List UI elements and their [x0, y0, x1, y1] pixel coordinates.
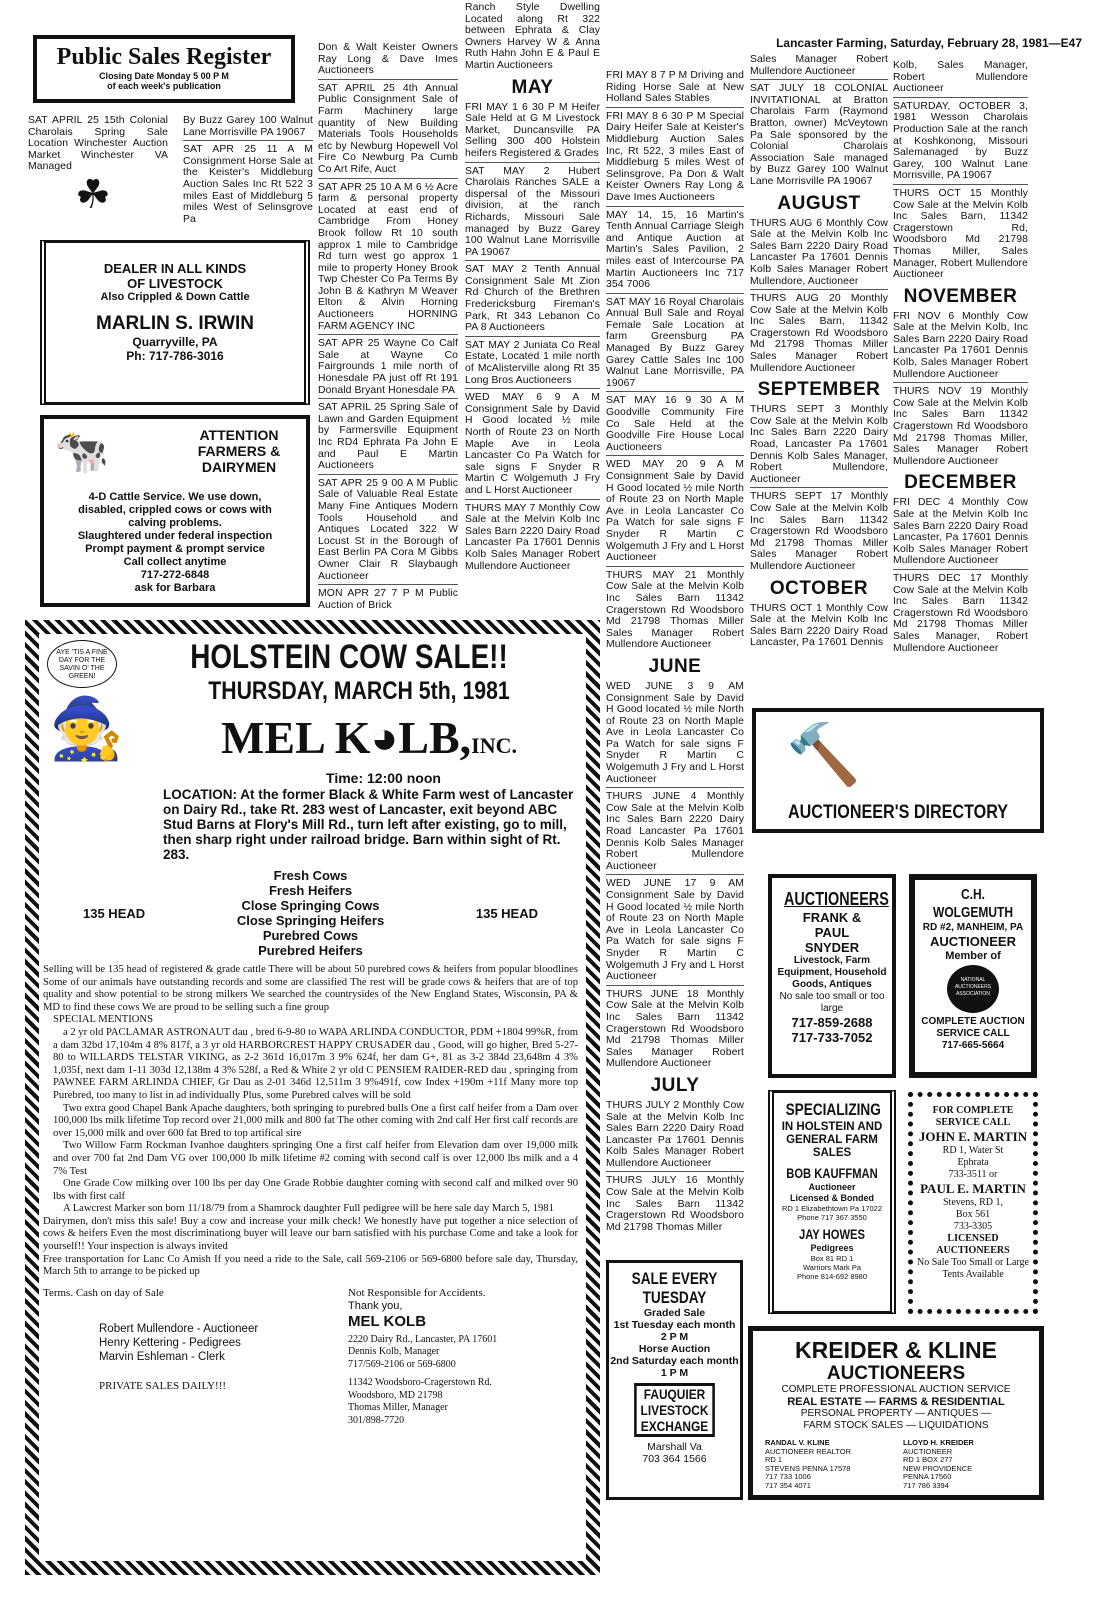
- text-line: Fresh Heifers: [268, 883, 353, 898]
- ad-name: SNYDER: [804, 940, 860, 955]
- sale-listing: SAT APR 25 9 00 A M Public Sale of Valuable Real Estate Many Fine Antiques Modern Tools Household and Antiques Located 322 W Locust St in the Borough of East Berlin PA Cora M Gibbs Owner Clair R Slaybaugh Auctioneer: [318, 478, 458, 585]
- text-line: Woodsboro, MD 21798: [348, 1389, 443, 1401]
- text-line: AUCTIONEER: [903, 1446, 953, 1456]
- month-heading-october: OCTOBER: [769, 577, 869, 599]
- sale-listing: FRI NOV 6 Monthly Cow Sale at the Melvin Kolb, Inc Sales Barn 2220 Dairy Road Lancaster Pa 17601 Dennis Kolb, Sales Manager Robert Mullendore Auctioneer: [893, 311, 1028, 384]
- head-count-right: 135 HEAD: [475, 905, 538, 921]
- ad-line: Licensed & Bonded: [789, 1193, 874, 1203]
- logo-inc: INC.: [471, 733, 518, 758]
- snyder-ad: [768, 874, 896, 1078]
- ad-phone: 717-859-2688: [791, 1015, 873, 1030]
- ad-line: REAL ESTATE — FARMS & RESIDENTIAL: [787, 1396, 1005, 1408]
- ad-heading: AUCTIONEERS: [784, 889, 889, 909]
- ad-address: Box 561: [955, 1209, 991, 1220]
- ad-name: PAUL: [814, 925, 850, 940]
- sale-time: Time: 12:00 noon: [326, 770, 441, 786]
- sale-listing: THURS AUG 6 Monthly Cow Sale at the Melvin Kolb Inc Sales Barn 2220 Dairy Road Lancaster Pa 17601 Dennis Kolb Sales Manager Robert Mullendore, Auctioneer: [750, 218, 888, 291]
- ad-line: Horse Auction: [638, 1343, 711, 1355]
- woodsboro-address: [348, 1377, 578, 1427]
- sale-listing: Kolb, Sales Manager, Robert Mullendore Auctioneer: [893, 60, 1028, 98]
- sale-listing: SAT APRIL 25 Spring Sale of Lawn and Garden Equipment by Farmersville Equipment Inc RD4 Ephrata Pa John E and Paul E Martin Auctioneers: [318, 402, 458, 475]
- sale-location: LOCATION: At the former Black & White Farm west of Lancaster on Dairy Rd., take Rt. 283 west of Lancaster, exit beyond ABC Stud Barns at Flory's Mill Rd., turn left after existing, go to mill, then sharp right under railroad bridge. Barn within sight of Rt. 283.: [163, 787, 574, 862]
- sale-listing: Ranch Style Dwelling Located along Rt 322 between Ephrata & Clay Owners Harvey W & Anna Ruth Hahn John E & Paul E Martin Auctioneers: [465, 2, 600, 71]
- leprechaun-icon: 🧙: [49, 695, 124, 762]
- seal-text: NATIONAL AUCTIONEERS ASSOCIATION: [954, 977, 992, 997]
- terms: Terms. Cash on day of Sale: [43, 1286, 164, 1299]
- running-head: Lancaster Farming, Saturday, February 28, 1981—E47: [776, 36, 1082, 50]
- sale-listing: SAT APR 25 Wayne Co Calf Sale at Wayne Co Fairgrounds 1 mile north of Honesdale PA just off Rt 191 Donald Bryant Honesdale PA: [318, 338, 458, 399]
- ad-line: OF LIVESTOCK: [127, 276, 223, 291]
- ad-line: FARMERS &: [197, 443, 281, 459]
- ad-address: Marshall Va: [647, 1441, 702, 1453]
- sale-listing: WED MAY 6 9 A M Consignment Sale by David H Good located ½ mile North of Route 23 on North Maple Ave in Leola Lancaster Co Pa Watch for sale signs F Snyder R Martin C Wolgemuth J Fry and L Horst Auctioneer: [465, 392, 600, 499]
- sale-listing: THURS NOV 19 Monthly Cow Sale at the Melvin Kolb Inc Sales Barn 11342 Cragerstown Rd Woodsboro Md 21798 Thomas Miller, Sales Manager Robert Mullendore Auctioneer: [893, 386, 1028, 467]
- sale-listing: SAT APRIL 25 4th Annual Public Consignment Sale of Farm Machinery large quantity of New Building Materials Tools Households etc by Newburg Hopewell Vol Fire Co Newburg Pa Cumb Co Art Rife, Auct: [318, 83, 458, 179]
- cattle-types: [206, 868, 416, 958]
- ad-line: Call collect anytime: [123, 556, 227, 568]
- lancaster-address: [348, 1334, 578, 1372]
- ad-role: AUCTIONEER: [930, 934, 1016, 949]
- text-line: RD 1: [765, 1455, 783, 1464]
- text-line: Two extra good Chapel Bank Apache daughters, both springing to purebred bulls One a first calf heifer from a Dam over 100,000 lbs milk lifetime Top record over 21,000 milk and 800 fat The other coming with 2nd calf Her first calf records are over 15,000 milk and over 600 fat Bred to top artifical sire: [53, 1102, 578, 1139]
- col1-left-listings: [28, 115, 168, 178]
- register-title: Public Sales Register: [56, 44, 272, 70]
- kauffman-ad: [768, 1090, 896, 1314]
- sale-listing: SAT APRIL 25 15th Colonial Charolais Spring Sale Location Winchester Auction Market Winchester VA Managed: [28, 115, 168, 173]
- sale-listing: THURS JULY 16 Monthly Cow Sale at the Melvin Kolb Inc Sales Barn 11342 Cragerstown Rd Woodsboro Md 21798 Thomas Miller: [606, 1175, 744, 1233]
- text-line: AUCTIONEER REALTOR: [765, 1446, 851, 1456]
- cow-head-o-icon: ◕: [370, 712, 399, 763]
- ad-heading: SPECIALIZING: [785, 1100, 881, 1119]
- text-line: Dennis Kolb, Manager: [348, 1346, 440, 1358]
- ad-town: Quarryville, PA: [132, 335, 218, 349]
- sale-listing: THURS JUNE 18 Monthly Cow Sale at the Melvin Kolb Inc Sales Barn 11342 Cragerstown Rd Woodsboro Md 21798 Thomas Miller Sales Manager Robert Mullendore Auctioneer: [606, 988, 744, 1070]
- kreider-contact: [903, 1439, 974, 1490]
- closing-date: Closing Date Monday 5 00 P M: [99, 71, 229, 81]
- ad-phone: 717-733-7052: [791, 1030, 873, 1045]
- ad-phone: 733-3511 or: [948, 1169, 998, 1180]
- text-line: NEW PROVIDENCE: [903, 1463, 973, 1473]
- sale-listing: THURS SEPT 17 Monthly Cow Sale at the Melvin Kolb Inc Sales Barn 11342 Cragerstown Rd Woodsboro Md 21798 Thomas Miller Sales Manager Robert Mullendore Auctioneer: [750, 491, 888, 572]
- ad-heading: FOR COMPLETE SERVICE CALL: [932, 1105, 1014, 1128]
- ad-line: Also Crippled & Down Cattle: [100, 291, 250, 303]
- text-line: Robert Mullendore - Auctioneer: [99, 1322, 259, 1335]
- ad-line: Graded Sale: [643, 1307, 706, 1319]
- cow-head-icon: 🐄: [54, 427, 109, 476]
- ad-line: IN HOLSTEIN AND GENERAL FARM SALES: [781, 1121, 883, 1159]
- text-line: a 2 yr old PACLAMAR ASTRONAUT dau , bred 6-9-80 to WAPA ARLINDA CONDUCTOR, PDM +1804 99%R, from a dam 32bd 17,104m 4 8% 817f, a 3 yr old HARBORCREST HAPPY CRUSADER dau , Good, will go higher, Bred 5-27-80 to WILLARDS TELSTAR VIKING, as 2-2 361d 16,017m 3 9% 624f, her dam G+, 81 as 3-2 384d 23,648m 4 3% 1,035f, next dam 1-11 303d 12,138m 4 3% 528f, a Red & White 2 yr old C PENSIEM RAIDER-RED dau , springing from PAWNEE FARM ARLINDA CHIEF, Gr Dau as 2-01 346d 12,511m 3 9%491f, cow Index +190m +11f Many more top Purebred, too many to list in ad individually Plus, some Purebred calves will be sold: [53, 1026, 578, 1101]
- intro-paragraph: Selling will be 135 head of registered & grade cattle There will be about 50 purebred cows & heifers from popular bloodlines Some of our animals have outstanding records and some are classified The rest will be grade cows & heifers that are of top quality and show potential to be strong milkers We searched the countrysides of the New England States, Wisconsin, PA & MD to find these cows We are proud to be selling such a fine group: [43, 964, 578, 1013]
- fauquier-logo: FAUQUIER LIVESTOCK EXCHANGE: [634, 1383, 715, 1437]
- head-count-left: 135 HEAD: [83, 905, 146, 921]
- ad-heading: AUCTIONEERS: [826, 1363, 966, 1384]
- text-line: Thomas Miller, Manager: [348, 1402, 448, 1414]
- staff-list: [43, 1322, 343, 1364]
- sale-date: THURSDAY, MARCH 5th, 1981: [208, 677, 510, 705]
- ad-line: DAIRYMEN: [201, 459, 277, 475]
- irwin-livestock-ad: [40, 240, 310, 405]
- month-heading-june: JUNE: [648, 655, 702, 677]
- sale-listing: SATURDAY, OCTOBER 3, 1981 Wesson Charolais Production Sale at the ranch at Koshkonong, Missouri Salemanaged by Buzz Garey, 100 Walnut Lane Morrisville, PA 19067: [893, 101, 1028, 185]
- ad-line: Pedigrees: [810, 1243, 854, 1253]
- ad-line: ATTENTION: [199, 427, 279, 443]
- ad-line: 1 P M: [660, 1367, 689, 1379]
- ad-line: Auctioneer: [808, 1182, 856, 1192]
- sale-listing: THURS JULY 2 Monthly Cow Sale at the Melvin Kolb Inc Sales Barn 2220 Dairy Road Lancaster Pa 17601 Dennis Kolb Sales Manager Robert Mullendore Auctioneer: [606, 1100, 744, 1173]
- ad-line: No Sale Too Small or Large: [917, 1257, 1029, 1268]
- text-line: LLOYD H. KREIDER: [903, 1438, 974, 1447]
- text-line: 717 733 1006: [765, 1472, 811, 1481]
- wolgemuth-ad: [909, 874, 1037, 1078]
- ad-address: Stevens, RD 1,: [943, 1197, 1003, 1208]
- ad-address: Ephrata: [957, 1157, 989, 1168]
- text-line: STEVENS PENNA 17578: [765, 1463, 851, 1473]
- ad-phone: Phone 717 367 3550: [797, 1213, 867, 1222]
- ad-line: PERSONAL PROPERTY — ANTIQUES —: [800, 1408, 992, 1419]
- dairymen-ad: [40, 415, 310, 607]
- holstein-ad-footer: [43, 1287, 578, 1428]
- holstein-cow-sale-ad: [25, 620, 600, 1575]
- ad-heading: SALE EVERY: [631, 1269, 718, 1288]
- sale-listing: SAT MAY 16 Royal Charolais Annual Bull Sale and Royal Female Sale Location at farm Greensburg PA Managed By Buzz Garey Garey Cattle Sales Inc 100 Walnut Lane Morrisville, PA 19067: [606, 297, 744, 393]
- sale-listing: FRI MAY 8 6 30 P M Special Dairy Heifer Sale at Keister's Middleburg Auction Sales Inc, Rt 522, 3 miles East of Middleburg 5 miles West of Selinsgrove, Pa Don & Walt Keister Owners Ray Long & Dave Imes Auctioneers: [606, 111, 744, 207]
- sale-listing: FRI MAY 1 6 30 P M Heifer Sale Held at G M Livestock Market, Duncansville PA Selling 300 400 Holstein heifers Registered & Grades: [465, 102, 600, 163]
- ad-line: 1st Tuesday each month: [613, 1319, 736, 1331]
- sale-listing: SAT JULY 18 COLONIAL INVITATIONAL at Bratton Charolais Farm (Raymond Bratton, owner) McVeytown Pa Sale sponsored by the Colonial Charolais Association Sale managed by Buzz Garey 100 Walnut Lane Morrisville PA 19067: [750, 83, 888, 187]
- ad-line: COMPLETE AUCTION SERVICE CALL: [921, 1016, 1025, 1039]
- martin-ad: [908, 1092, 1038, 1314]
- text-line: 717/569-2106 or 569-6800: [348, 1358, 456, 1370]
- fauquier-ad: [606, 1260, 743, 1500]
- sale-listing: MAY 14, 15, 16 Martin's Tenth Annual Carriage Sleigh and Antique Auction at Martin's Sales Pavilion, 2 miles east of Intercourse PA Martin Auctioneers Inc 717 354 7006: [606, 210, 744, 294]
- ad-phone: 717-272-6848: [140, 569, 210, 581]
- text-line: 717 786 3394: [903, 1480, 949, 1490]
- text-line: RD 1 BOX 277: [903, 1455, 953, 1464]
- col6-listings: [893, 60, 1028, 659]
- ad-address: Box 81 RD 1: [810, 1254, 854, 1263]
- closing-date-note: of each week's publication: [107, 81, 221, 91]
- sale-listing: MON APR 27 7 P M Public Auction of Brick: [318, 588, 458, 611]
- ad-phone: 703 364 1566: [642, 1453, 707, 1465]
- text-line: 11342 Woodsboro-Cragerstown Rd.: [348, 1377, 492, 1389]
- auctioneers-association-seal: [947, 965, 999, 1013]
- transport-paragraph: Free transportation for Lanc Co Amish If you need a ride to the Sale, call 569-2106 or 569-6800 before sale day, Thursday, March 5th to arrange to be picked up: [43, 1253, 578, 1278]
- month-heading-may: MAY: [511, 76, 554, 98]
- holstein-ad-body: [43, 770, 578, 1427]
- text-line: Henry Kettering - Pedigrees: [99, 1336, 241, 1349]
- sale-listing: THURS AUG 20 Monthly Cow Sale at the Melvin Kolb Inc Sales Barn, 11342 Cragerstown Rd Woodsboro Md 21798 Thomas Miller Sales Manager Robert Mullendore Auctioneer: [750, 293, 888, 374]
- sale-listing: By Buzz Garey 100 Walnut Lane Morrisville PA 19067: [183, 115, 313, 141]
- closing-paragraph: Dairymen, don't miss this sale! Buy a cow and increase your milk check! We honestly have put together a nice selection of cows & heifers Even the most discriminationg buyer will leave our barn satisfied with his purchase Come and take a look for yourself!! Your inspection is always invited: [43, 1215, 578, 1253]
- ad-line: disabled, crippled cows or cows with: [78, 504, 272, 516]
- text-line: One Grade Cow milking over 100 lbs per day One Grade Robbie daughter coming with second calf and milked over 90 lbs with first calf: [53, 1178, 578, 1202]
- sale-listing: SAT MAY 2 Tenth Annual Consignment Sale Mt Zion Rd Church of the Brethren Fredericksburg Fireman's Park, Rt 343 Lebanon Co PA 8 Auctioneers: [465, 264, 600, 337]
- col2-listings: [318, 42, 458, 616]
- text-line: A Lawcrest Marker son born 11/18/79 from a Shamrock daughter Full pedigree will be here sale day March 5, 1981: [63, 1203, 554, 1215]
- sale-listing: THURS OCT 1 Monthly Cow Sale at the Melvin Kolb Inc Sales Barn 2220 Dairy Road Lancaster, Pa 17601 Dennis: [750, 602, 888, 649]
- kline-contact: [765, 1439, 851, 1490]
- col4-listings: [606, 70, 744, 1238]
- public-sales-register-header: [33, 35, 295, 103]
- head-count-row: [43, 868, 578, 958]
- gavel-hand-icon: 🔨: [786, 721, 861, 788]
- ad-address: RD #2, MANHEIM, PA: [922, 922, 1024, 933]
- sale-listing: WED JUNE 17 9 AM Consignment Sale by David H Good located ½ mile North of Route 23 on North Maple Ave in Leola Lancaster Co Pa Watch for sale signs F Snyder R Martin C Wolgemuth J Fry and L Horst Auctioneer: [606, 878, 744, 985]
- text-line: Fresh Cows: [273, 868, 348, 883]
- kreider-kline-ad: [748, 1326, 1044, 1500]
- sale-listing: SAT MAY 16 9 30 A M Goodville Community Fire Co Sale Held at the Goodville Fire House Local Auctioneers: [606, 395, 744, 456]
- ad-line: 2 P M: [660, 1331, 689, 1343]
- sale-listing: SAT APR 25 10 A M 6 ½ Acre farm & personal property Located at east end of Cambridge From Honey Brook follow Rt 10 south approx 1 mile to Cambridge Rd turn west go approx 1 mile to property Honey Brook Twp Chester Co Pa Terms By John B & Kathryn M Weaver Elton & Alvin Horning Auctioneers HORNING FARM AGENCY INC: [318, 182, 458, 336]
- ad-line: COMPLETE PROFESSIONAL AUCTION SERVICE: [781, 1384, 1011, 1395]
- month-heading-december: DECEMBER: [904, 472, 1017, 494]
- sale-listing: THURS JUNE 4 Monthly Cow Sale at the Melvin Kolb Inc Sales Barn 2220 Dairy Road Lancaster Pa 17601 Dennis Kolb Sales Manager Robert Mullendore Auctioneer: [606, 791, 744, 875]
- ad-heading: KREIDER & KLINE: [795, 1337, 997, 1363]
- ad-line: Member of: [945, 950, 1001, 962]
- ad-line: 4-D Cattle Service. We use down,: [88, 491, 262, 503]
- sale-listing: SAT MAY 2 Hubert Charolais Ranches SALE a dispersal of the Missouri division, at the ranch Richards, Missouri Sale managed by Buzz Garey 100 Walnut Lane Morrisville PA 19067: [465, 166, 600, 262]
- signed-mel-kolb: MEL KOLB: [348, 1312, 427, 1330]
- four-h-clover-icon: ☘: [75, 173, 111, 217]
- text-line: Two Willow Farm Rockman Ivanhoe daughters springing One a first calf heifer from Elevation dam over 19,000 milk and over 700 fat 2nd Dam VG over 100,000 lb milk lifetime #2 coming with second calf is over 12,000 lbs milk and a 4 7% Test: [53, 1140, 578, 1177]
- sale-listing: Don & Walt Keister Owners Ray Long & Dave Imes Auctioneers: [318, 42, 458, 80]
- logo-text: LB,: [398, 712, 472, 763]
- text-line: Purebred Heifers: [258, 943, 363, 958]
- sale-listing: THURS SEPT 3 Monthly Cow Sale at the Melvin Kolb Inc Sales Barn 2220 Dairy Road, Lancaster Pa 17601 Dennis Kolb Sales Manager, Robert Mullendore, Auctioneer: [750, 404, 888, 488]
- sale-listing: THURS OCT 15 Monthly Cow Sale at the Melvin Kolb Inc Sales Barn, 11342 Cragerstown Rd, Woodsboro Md 21798 Thomas Miller, Sales Manager, Robert Mullendore Auctioneer: [893, 187, 1028, 281]
- sale-listing: Sales Manager Robert Mullendore Auctioneer: [750, 54, 888, 80]
- col1-right-listings: [183, 115, 313, 230]
- ad-name: PAUL E. MARTIN: [920, 1181, 1026, 1196]
- text-line: Close Springing Cows: [241, 898, 380, 913]
- ad-line: 2nd Saturday each month: [610, 1355, 739, 1367]
- ad-line: calving problems.: [128, 517, 222, 529]
- speech-bubble: AYE 'TIS A FINE DAY FOR THE SAVIN O' THE GREEN!: [47, 640, 117, 688]
- logo-text: MEL K: [220, 712, 371, 763]
- ad-name: FRANK &: [802, 910, 862, 925]
- ad-name: MARLIN S. IRWIN: [96, 313, 254, 334]
- text-line: Purebred Cows: [262, 928, 359, 943]
- ad-phone: Phone 814-692 8980: [796, 1272, 868, 1281]
- ad-line: DEALER IN ALL KINDS: [103, 261, 247, 276]
- text-line: 717 354 4071: [765, 1480, 811, 1490]
- sale-description: [43, 964, 578, 1279]
- sale-listing: THURS MAY 7 Monthly Cow Sale at the Melvin Kolb Inc Sales Barn 2220 Dairy Road Lancaster Pa 17601 Dennis Kolb Sales Manager Robert Mullendore Auctioneer: [465, 502, 600, 572]
- ad-name: BOB KAUFFMAN: [786, 1165, 878, 1181]
- ad-line: Slaughtered under federal inspection: [77, 530, 273, 542]
- month-heading-november: NOVEMBER: [903, 285, 1018, 307]
- sale-listing: SAT APR 25 11 A M Consignment Horse Sale at the Keister's Middleburg Auction Sales Inc Rt 522 3 miles East of Middleburg 5 miles West of Selinsgrove Pa: [183, 144, 313, 225]
- ad-line: Prompt payment & prompt service: [85, 543, 265, 555]
- col5-listings: [750, 54, 888, 654]
- sale-listing: THURS MAY 21 Monthly Cow Sale at the Melvin Kolb Inc Sales Barn 11342 Cragerstown Rd Woodsboro Md 21798 Thomas Miller Sales Manager Robert Mullendore Auctioneer: [606, 569, 744, 651]
- ad-line: Livestock, Farm Equipment, Household Goods, Antiques: [777, 955, 887, 990]
- sale-listing: FRI DEC 4 Monthly Cow Sale at the Melvin Kolb Inc Sales Barn 2220 Dairy Road Lancaster, Pa 17601 Dennis Kolb Sales Manager Robert Mullendore Auctioneer: [893, 497, 1028, 570]
- text-line: 301/898-7720: [348, 1414, 405, 1426]
- text-line: 2220 Dairy Rd., Lancaster, PA 17601: [348, 1333, 498, 1345]
- month-heading-august: AUGUST: [777, 192, 861, 214]
- auctioneers-directory-banner: [752, 708, 1044, 833]
- month-heading-september: SEPTEMBER: [757, 379, 881, 401]
- ad-name: JOHN E. MARTIN: [918, 1129, 1028, 1144]
- text-line: RANDAL V. KLINE: [765, 1438, 830, 1447]
- ad-line: FARM STOCK SALES — LIQUIDATIONS: [803, 1420, 989, 1431]
- sale-listing: SAT MAY 2 Juniata Co Real Estate, Located 1 mile north of McAlisterville along Rt 35 Long Bros Auctioneers: [465, 340, 600, 389]
- private-sales: PRIVATE SALES DAILY!!!: [99, 1379, 227, 1392]
- ad-phone: 717-665-5664: [941, 1040, 1005, 1051]
- sale-listing: WED JUNE 3 9 AM Consignment Sale by David H Good located ½ mile North of Route 23 on North Maple Ave in Leola Lancaster Co Pa Watch for sale signs F Snyder R Martin C Wolgemuth J Fry and L Horst Auctioneer: [606, 681, 744, 788]
- month-heading-july: JULY: [650, 1074, 700, 1096]
- ad-line: LICENSED AUCTIONEERS: [936, 1233, 1010, 1256]
- sale-title: HOLSTEIN COW SALE!!: [190, 638, 508, 676]
- sale-listing: THURS DEC 17 Monthly Cow Sale at the Melvin Kolb Inc Sales Barn 11342 Cragerstown Rd Woodsboro Md 21798 Thomas Miller Sales Manager, Robert Mullendore Auctioneer: [893, 572, 1028, 654]
- ad-address: RD 1, Water St: [942, 1145, 1004, 1156]
- ad-name: C.H. WOLGEMUTH: [933, 886, 1013, 921]
- ad-line: Tents Available: [942, 1269, 1004, 1280]
- ad-address: Warriors Mark Pa: [802, 1263, 862, 1272]
- not-responsible: Not Responsible for Accidents.: [348, 1286, 486, 1299]
- special-mentions-heading: SPECIAL MENTIONS: [53, 1014, 153, 1026]
- sale-listing: FRI MAY 8 7 P M Driving and Riding Horse Sale at New Holland Sales Stables: [606, 70, 744, 108]
- text-line: PENNA 17560: [903, 1472, 952, 1481]
- col3-listings: [465, 2, 600, 577]
- ad-line: No sale too small or too large: [779, 991, 885, 1014]
- text-line: Marvin Eshleman - Clerk: [99, 1350, 225, 1363]
- ad-address: RD 1 Elizabethtown Pa 17022: [781, 1204, 883, 1213]
- mel-kolb-logo: [139, 712, 599, 772]
- ad-heading: TUESDAY: [642, 1288, 707, 1307]
- ad-name: JAY HOWES: [799, 1226, 865, 1242]
- ad-phone: Ph: 717-786-3016: [126, 349, 224, 363]
- sale-listing: WED MAY 20 9 A M Consignment Sale by David H Good located ½ mile North of Route 23 on North Maple Ave in Leola Lancaster Co Pa Watch for sale signs F Snyder R Martin C Wolgemuth J Fry and L Horst Auctioneer: [606, 459, 744, 566]
- directory-title: AUCTIONEER'S DIRECTORY: [787, 802, 1009, 823]
- ad-line: ask for Barbara: [134, 582, 216, 594]
- thank-you: Thank you,: [348, 1299, 403, 1312]
- ad-phone: 733-3305: [953, 1221, 993, 1232]
- text-line: Close Springing Heifers: [236, 913, 385, 928]
